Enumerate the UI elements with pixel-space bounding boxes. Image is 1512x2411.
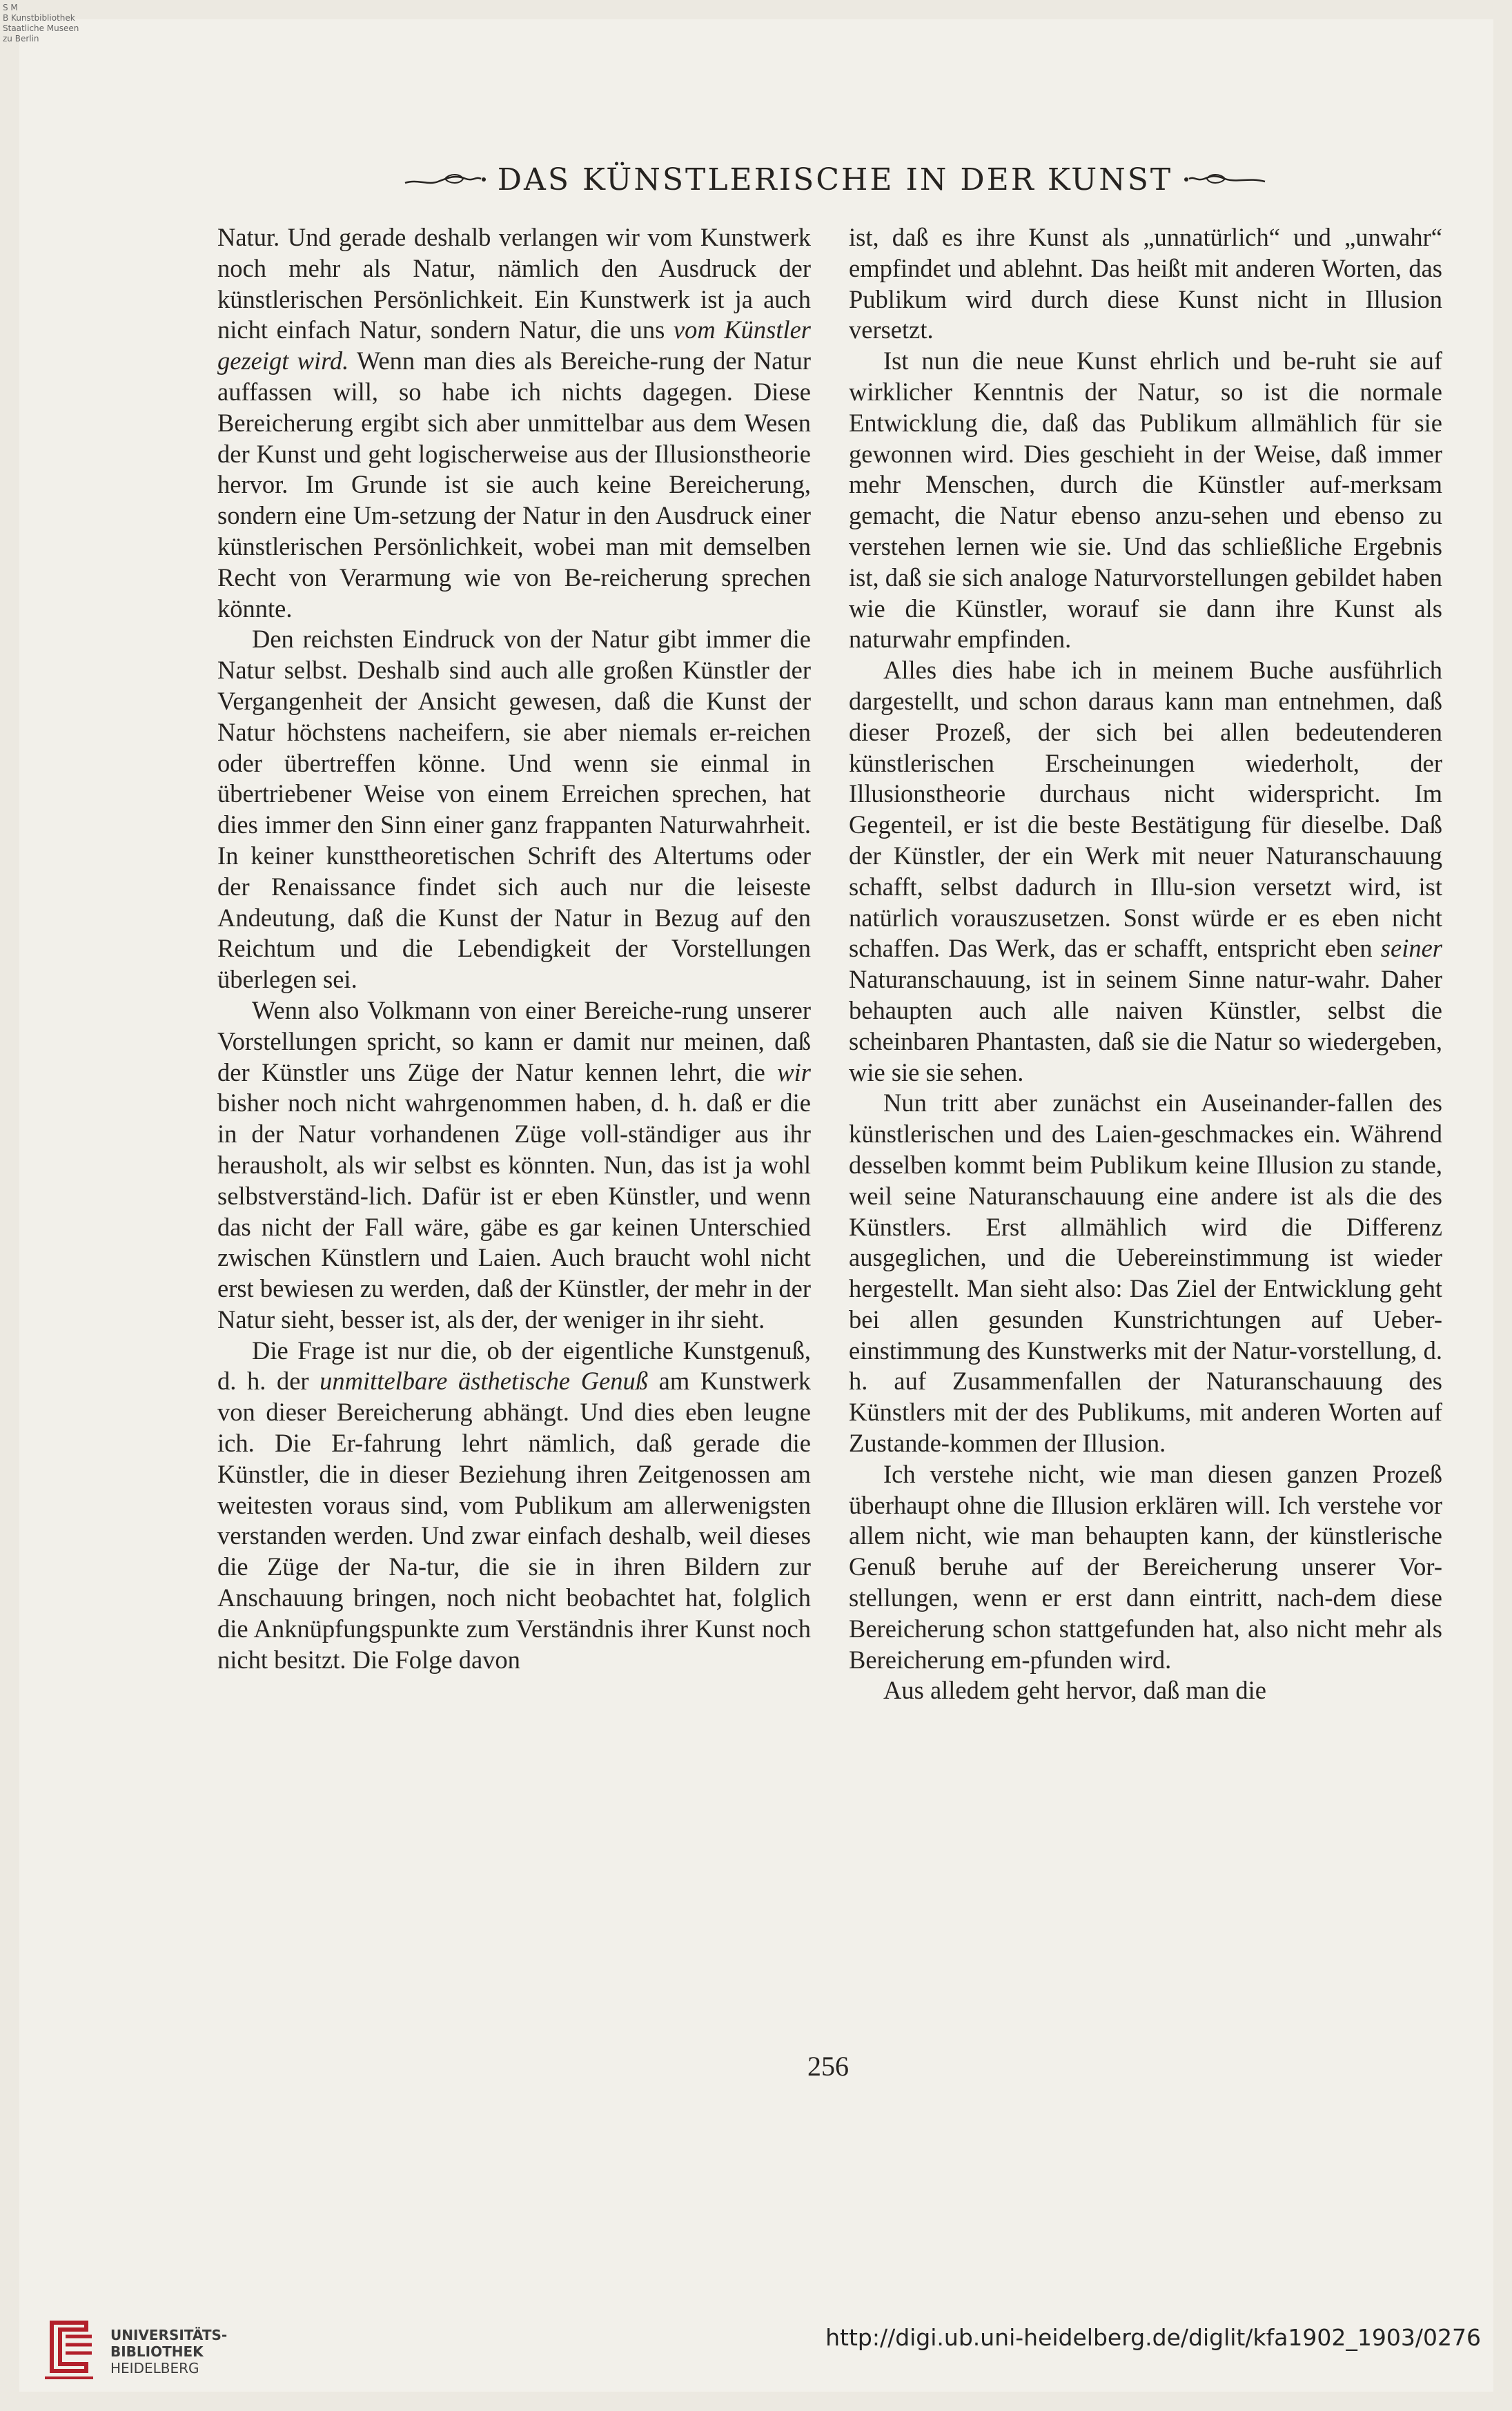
stamp-line: Staatliche Museen [3,23,79,33]
paragraph: ist, daß es ihre Kunst als „unnatürlich“ und „unwahr“ empfindet und ablehnt. Das heißt mit anderen Worten, das Publikum wird durch diese Kunst nicht in Illusion versetzt. [849,223,1442,344]
running-head [386,159,1284,200]
emphasis: vom Künstler gezeigt wird. [217,315,812,375]
library-stamp [3,3,134,44]
stamp-line: S M [3,3,18,12]
emphasis: wir [777,1057,811,1086]
paragraph: Den reichsten Eindruck von der Natur gibt immer die Natur selbst. Deshalb sind auch alle großen Künstler der Vergangenheit der Ansicht gewesen, daß die Kunst der Natur höchstens nacheifern, sie aber niemals er-reichen oder übertreffen könne. Und wenn sie einmal in übertriebener Weise von einem Erreichen sprechen, hat dies immer den Sinn einer ganz frappanten Naturwahrheit. In keiner kunsttheoretischen Schrift des Altertums oder der Renaissance findet sich auch nur die leiseste Andeutung, daß die Kunst der Natur in Bezug auf den Reichtum und die Lebendigkeit der Vorstellungen überlegen sei. [217,625,811,994]
paragraph: Nun tritt aber zunächst ein Auseinander-fallen des künstlerischen und des Laien-geschmackes ein. Während desselben kommt beim Publikum keine Illusion zu stande, weil seine Naturanschauung eine andere ist als die des Künstlers. Erst allmählich wird die Differenz ausgeglichen, und die Uebereinstimmung ist wieder hergestellt. Man sieht also: Das Ziel der Entwicklung geht bei allen gesunden Kunstrichtungen auf Ueber-einstimmung des Kunstwerks mit der Natur-vorstellung, d. h. auf Zusammenfallen der Naturanschauung des Künstlers mit der des Publikums, mit anderen Worten auf Zustande-kommen der Illusion. [849,1089,1442,1458]
emphasis: unmittelbare ästhetische Genuß [320,1367,649,1396]
paragraph: Die Frage ist nur die, ob der eigentliche Kunstgenuß, d. h. der unmittelbare ästhetische Genuß am Kunstwerk von dieser Bereicherung abhängt. Und dies eben leugne ich. Die Er-fahrung lehrt nämlich, daß gerade die Künstler, die in dieser Beziehung ihren Zeitgenossen am weitesten voraus sind, vom Publikum am allerwenigsten verstanden werden. Und zwar einfach deshalb, weil dieses die Züge der Na-tur, die sie in ihren Bildern zur Anschauung bringen, noch nicht beobachtet hat, folglich die Anknüpfungspunkte zum Verständnis ihrer Kunst noch nicht besitzt. Die Folge davon [217,1336,812,1674]
source-url-link[interactable]: http://digi.ub.uni-heidelberg.de/diglit/kfa1902_1903/0276 [825,2324,1481,2351]
library-name: UNIVERSITÄTS- BIBLIOTHEK HEIDELBERG [110,2327,228,2376]
paragraph: Wenn also Volkmann von einer Bereiche-rung unserer Vorstellungen spricht, so kann er damit nur meinen, daß der Künstler uns Züge der Natur kennen lehrt, die wir bisher noch nicht wahrgenommen haben, d. h. daß er die in der Natur vorhandenen Züge voll-ständiger aus ihr herausholt, als wir selbst es könnten. Nun, das ist ja wohl selbstverständ-lich. Dafür ist er eben Künstler, und wenn das nicht der Fall wäre, gäbe es gar keinen Unterschied zwischen Künstlern und Laien. Auch braucht wohl nicht erst bewiesen zu werden, daß der Künstler, der mehr in der Natur sieht, besser ist, als der, der weniger in ihr sieht. [217,995,812,1334]
paragraph: Ich verstehe nicht, wie man diesen ganzen Prozeß überhaupt ohne die Illusion erklären will. Ich verstehe vor allem nicht, wie man behaupten kann, der künstlerische Genuß beruhe auf der Bereicherung unserer Vor-stellungen, wenn er erst dann eintritt, nach-dem diese Bereicherung schon stattgefunden hat, also nicht mehr als Bereicherung em-pfunden wird. [849,1459,1442,1674]
ornament-left-icon [404,169,487,190]
paragraph: Alles dies habe ich in meinem Buche ausführlich dargestellt, und schon daraus kann man entnehmen, daß dieser Prozeß, der sich bei allen bedeutenderen künstlerischen Erscheinungen wiederholt, der Illusionstheorie durchaus nicht widerspricht. Im Gegenteil, er ist die beste Bestätigung für dieselbe. Daß der Künstler, der ein Werk mit neuer Naturanschauung schafft, selbst dadurch in Illu-sion versetzt wird, ist natürlich vorauszusetzen. Sonst würde er es eben nicht schaffen. Das Werk, das er schafft, entspricht eben seiner Naturanschauung, ist in seinem Sinne natur-wahr. Daher behaupten auch alle naiven Künstler, selbst die scheinbaren Phantasten, daß sie die Natur so wiedergeben, wie sie sie sehen. [849,656,1442,1086]
page-number: 256 [807,2051,849,2082]
emphasis: seiner [1380,934,1442,963]
ornament-right-icon [1184,169,1266,190]
paragraph: Ist nun die neue Kunst ehrlich und be-ruht sie auf wirklicher Kenntnis der Natur, so ist die normale Entwicklung die, daß das Publikum allmählich für sie gewonnen wird. Dies geschieht in der Weise, daß immer mehr Menschen, durch die Künstler auf-merksam gemacht, die Natur ebenso anzu-sehen und ebenso zu verstehen lernen wie sie. Und das schließliche Ergebnis ist, daß sie sich analoge Naturvorstellungen gebildet haben wie die Künstler, worauf sie dann ihre Kunst als naturwahr empfinden. [849,346,1442,654]
paragraph: Aus alledem geht hervor, daß man die [883,1676,1266,1705]
running-head-title: DAS KÜNSTLERISCHE IN DER KUNST [497,162,1173,197]
footer [0,2295,1512,2392]
left-column [217,222,811,1675]
stamp-line: B Kunstbibliothek [3,13,75,23]
university-logo-icon [38,2309,100,2385]
right-column [849,222,1442,1706]
stamp-line: zu Berlin [3,34,39,43]
paragraph: Natur. Und gerade deshalb verlangen wir vom Kunstwerk noch mehr als Natur, nämlich den Ausdruck der künstlerischen Persönlichkeit. Ein Kunstwerk ist ja auch nicht einfach Natur, sondern Natur, die uns vom Künstler gezeigt wird. Wenn man dies als Bereiche-rung der Natur auffassen will, so habe ich nichts dagegen. Diese Bereicherung ergibt sich aber unmittelbar aus dem Wesen der Kunst und geht logischerweise aus der Illusionstheorie hervor. Im Grunde ist sie auch keine Bereicherung, sondern eine Um-setzung der Natur in den Ausdruck einer künstlerischen Persönlichkeit, wobei man mit demselben Recht von Verarmung wie von Be-reicherung sprechen könnte. [217,223,812,623]
